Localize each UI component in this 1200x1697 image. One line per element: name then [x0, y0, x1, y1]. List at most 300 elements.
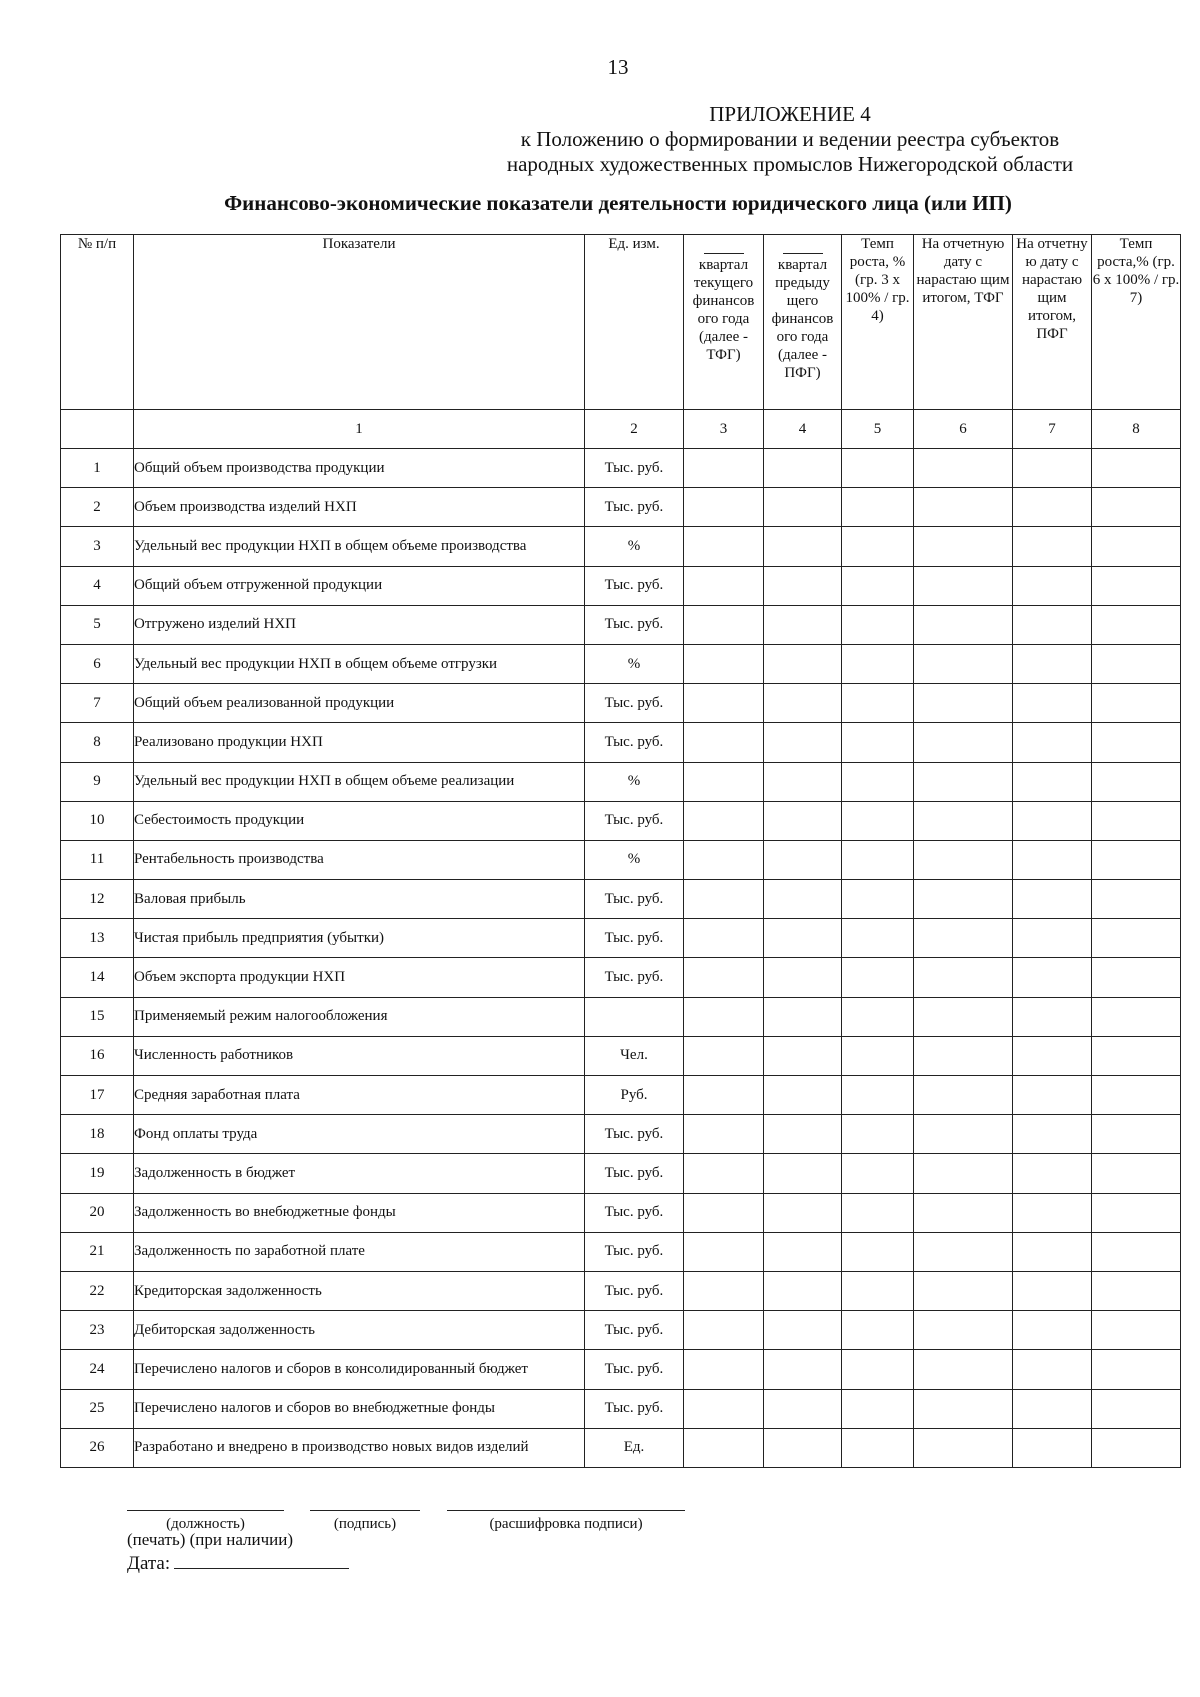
header-col3 [684, 235, 764, 410]
row-unit: Тыс. руб. [585, 1350, 684, 1389]
row-unit: Тыс. руб. [585, 488, 684, 527]
value-cell[interactable] [684, 840, 764, 879]
row-unit: Тыс. руб. [585, 684, 684, 723]
value-cell[interactable] [1092, 527, 1181, 566]
column-number-cell: 8 [1092, 410, 1181, 449]
header-col3-text: квартал текущего финансов ого года (далее - ТФГ) [692, 257, 755, 363]
header-col4-blank [783, 253, 823, 254]
value-cell[interactable] [684, 801, 764, 840]
row-number: 11 [61, 840, 134, 879]
value-cell[interactable] [1013, 919, 1092, 958]
value-cell[interactable] [842, 919, 914, 958]
value-cell[interactable] [1013, 644, 1092, 683]
table-row [61, 880, 1181, 919]
table-row [61, 1232, 1181, 1271]
row-number: 14 [61, 958, 134, 997]
row-indicator-name: Объем производства изделий НХП [134, 488, 585, 527]
row-unit: % [585, 840, 684, 879]
value-cell[interactable] [1092, 1076, 1181, 1115]
table-row [61, 801, 1181, 840]
value-cell[interactable] [1013, 1076, 1092, 1115]
value-cell[interactable] [1013, 527, 1092, 566]
row-indicator-name: Перечислено налогов и сборов во внебюджетные фонды [134, 1389, 585, 1428]
value-cell[interactable] [842, 997, 914, 1036]
value-cell[interactable] [1013, 762, 1092, 801]
value-cell[interactable] [1013, 840, 1092, 879]
value-cell[interactable] [1013, 1154, 1092, 1193]
table-row [61, 1271, 1181, 1310]
row-indicator-name: Отгружено изделий НХП [134, 605, 585, 644]
value-cell[interactable] [764, 1036, 842, 1075]
value-cell[interactable] [914, 762, 1013, 801]
value-cell[interactable] [914, 919, 1013, 958]
value-cell[interactable] [684, 1076, 764, 1115]
value-cell[interactable] [842, 449, 914, 488]
value-cell[interactable] [1092, 449, 1181, 488]
value-cell[interactable] [684, 762, 764, 801]
value-cell[interactable] [842, 801, 914, 840]
value-cell[interactable] [1013, 997, 1092, 1036]
value-cell[interactable] [684, 723, 764, 762]
value-cell[interactable] [1092, 1271, 1181, 1310]
value-cell[interactable] [684, 1115, 764, 1154]
table-row [61, 723, 1181, 762]
value-cell[interactable] [764, 1311, 842, 1350]
value-cell[interactable] [842, 1154, 914, 1193]
value-cell[interactable] [914, 605, 1013, 644]
value-cell[interactable] [684, 566, 764, 605]
value-cell[interactable] [1013, 1350, 1092, 1389]
date-row [127, 1553, 349, 1575]
value-cell[interactable] [764, 605, 842, 644]
table-row [61, 1350, 1181, 1389]
row-unit: Руб. [585, 1076, 684, 1115]
value-cell[interactable] [842, 1350, 914, 1389]
value-cell[interactable] [1013, 566, 1092, 605]
value-cell[interactable] [764, 644, 842, 683]
value-cell[interactable] [764, 566, 842, 605]
value-cell[interactable] [684, 1154, 764, 1193]
row-indicator-name: Объем экспорта продукции НХП [134, 958, 585, 997]
table-row [61, 958, 1181, 997]
value-cell[interactable] [1013, 958, 1092, 997]
value-cell[interactable] [914, 644, 1013, 683]
value-cell[interactable] [764, 1115, 842, 1154]
value-cell[interactable] [842, 1271, 914, 1310]
signature-line [310, 1510, 420, 1511]
value-cell[interactable] [914, 1076, 1013, 1115]
value-cell[interactable] [764, 919, 842, 958]
value-cell[interactable] [914, 958, 1013, 997]
row-number: 1 [61, 449, 134, 488]
value-cell[interactable] [1013, 1271, 1092, 1310]
table-row [61, 449, 1181, 488]
date-line [174, 1554, 349, 1569]
value-cell[interactable] [684, 1389, 764, 1428]
value-cell[interactable] [842, 644, 914, 683]
value-cell[interactable] [1013, 880, 1092, 919]
header-col5: Темп роста, % (гр. 3 х 100% / гр. 4) [842, 235, 914, 410]
value-cell[interactable] [842, 1193, 914, 1232]
value-cell[interactable] [914, 997, 1013, 1036]
value-cell[interactable] [764, 1389, 842, 1428]
column-number-cell: 7 [1013, 410, 1092, 449]
row-unit: % [585, 762, 684, 801]
value-cell[interactable] [764, 1350, 842, 1389]
indicators-table [60, 234, 1181, 1468]
value-cell[interactable] [914, 527, 1013, 566]
value-cell[interactable] [684, 1271, 764, 1310]
table-row [61, 840, 1181, 879]
document-title: Финансово-экономические показатели деятельности юридического лица (или ИП) [224, 191, 1012, 215]
value-cell[interactable] [1092, 801, 1181, 840]
row-unit: Тыс. руб. [585, 1311, 684, 1350]
value-cell[interactable] [1092, 566, 1181, 605]
value-cell[interactable] [914, 723, 1013, 762]
row-number: 2 [61, 488, 134, 527]
header-col8: Темп роста,% (гр. 6 х 100% / гр. 7) [1092, 235, 1181, 410]
row-number: 12 [61, 880, 134, 919]
value-cell[interactable] [684, 997, 764, 1036]
value-cell[interactable] [684, 919, 764, 958]
value-cell[interactable] [1013, 684, 1092, 723]
value-cell[interactable] [1013, 1232, 1092, 1271]
date-label: Дата: [127, 1553, 171, 1574]
value-cell[interactable] [842, 880, 914, 919]
row-unit: Тыс. руб. [585, 449, 684, 488]
value-cell[interactable] [842, 723, 914, 762]
table-row [61, 566, 1181, 605]
value-cell[interactable] [1092, 684, 1181, 723]
appendix-block [440, 102, 1140, 177]
value-cell[interactable] [1092, 723, 1181, 762]
row-number: 15 [61, 997, 134, 1036]
row-indicator-name: Общий объем производства продукции [134, 449, 585, 488]
value-cell[interactable] [684, 644, 764, 683]
column-number-cell: 6 [914, 410, 1013, 449]
header-col7: На отчетну ю дату с нарастаю щим итогом, ПФГ [1013, 235, 1092, 410]
value-cell[interactable] [914, 1036, 1013, 1075]
value-cell[interactable] [684, 488, 764, 527]
position-label: (должность) [166, 1516, 245, 1532]
value-cell[interactable] [842, 1428, 914, 1467]
value-cell[interactable] [914, 1311, 1013, 1350]
value-cell[interactable] [1092, 1428, 1181, 1467]
table-row [61, 1115, 1181, 1154]
value-cell[interactable] [914, 840, 1013, 879]
value-cell[interactable] [1092, 1115, 1181, 1154]
value-cell[interactable] [764, 958, 842, 997]
value-cell[interactable] [914, 1271, 1013, 1310]
value-cell[interactable] [764, 684, 842, 723]
value-cell[interactable] [914, 488, 1013, 527]
row-number: 26 [61, 1428, 134, 1467]
row-unit: Тыс. руб. [585, 1232, 684, 1271]
value-cell[interactable] [1013, 1193, 1092, 1232]
column-number-cell: 5 [842, 410, 914, 449]
row-unit: Тыс. руб. [585, 919, 684, 958]
row-number: 4 [61, 566, 134, 605]
table-body [61, 449, 1181, 1468]
row-indicator-name: Удельный вес продукции НХП в общем объеме реализации [134, 762, 585, 801]
value-cell[interactable] [1092, 958, 1181, 997]
value-cell[interactable] [1092, 1389, 1181, 1428]
value-cell[interactable] [914, 801, 1013, 840]
table-row [61, 1154, 1181, 1193]
row-indicator-name: Реализовано продукции НХП [134, 723, 585, 762]
row-indicator-name: Рентабельность производства [134, 840, 585, 879]
row-number: 7 [61, 684, 134, 723]
header-col4-text: квартал предыду щего финансов ого года (далее - ПФГ) [771, 257, 834, 381]
column-number-cell: 4 [764, 410, 842, 449]
value-cell[interactable] [684, 1311, 764, 1350]
value-cell[interactable] [1092, 919, 1181, 958]
value-cell[interactable] [1092, 840, 1181, 879]
row-number: 13 [61, 919, 134, 958]
value-cell[interactable] [914, 566, 1013, 605]
value-cell[interactable] [1013, 723, 1092, 762]
value-cell[interactable] [764, 488, 842, 527]
signature-label: (подпись) [333, 1516, 397, 1532]
value-cell[interactable] [914, 1193, 1013, 1232]
row-unit: Тыс. руб. [585, 605, 684, 644]
row-unit [585, 997, 684, 1036]
table-row [61, 684, 1181, 723]
row-unit: Ед. [585, 1428, 684, 1467]
value-cell[interactable] [764, 723, 842, 762]
row-indicator-name: Численность работников [134, 1036, 585, 1075]
row-unit: Тыс. руб. [585, 1271, 684, 1310]
value-cell[interactable] [914, 1232, 1013, 1271]
value-cell[interactable] [764, 801, 842, 840]
column-number-cell: 3 [684, 410, 764, 449]
row-number: 18 [61, 1115, 134, 1154]
value-cell[interactable] [914, 1154, 1013, 1193]
row-number: 24 [61, 1350, 134, 1389]
row-indicator-name: Разработано и внедрено в производство новых видов изделий [134, 1428, 585, 1467]
value-cell[interactable] [684, 449, 764, 488]
value-cell[interactable] [764, 1193, 842, 1232]
value-cell[interactable] [684, 1350, 764, 1389]
appendix-line-1: к Положению о формировании и ведении реестра субъектов [520, 127, 1060, 151]
table-row [61, 1311, 1181, 1350]
value-cell[interactable] [914, 1389, 1013, 1428]
value-cell[interactable] [842, 684, 914, 723]
appendix-line-2: народных художественных промыслов Нижегородской области [506, 152, 1074, 176]
table-header-row [61, 235, 1181, 410]
value-cell[interactable] [842, 605, 914, 644]
value-cell[interactable] [1092, 605, 1181, 644]
value-cell[interactable] [914, 449, 1013, 488]
value-cell[interactable] [842, 1076, 914, 1115]
value-cell[interactable] [1013, 1036, 1092, 1075]
value-cell[interactable] [842, 1232, 914, 1271]
row-number: 23 [61, 1311, 134, 1350]
value-cell[interactable] [1013, 801, 1092, 840]
value-cell[interactable] [1092, 1232, 1181, 1271]
value-cell[interactable] [914, 1428, 1013, 1467]
row-indicator-name: Перечислено налогов и сборов в консолидированный бюджет [134, 1350, 585, 1389]
value-cell[interactable] [1092, 1311, 1181, 1350]
row-indicator-name: Удельный вес продукции НХП в общем объеме отгрузки [134, 644, 585, 683]
value-cell[interactable] [842, 1311, 914, 1350]
row-indicator-name: Фонд оплаты труда [134, 1115, 585, 1154]
row-unit: Тыс. руб. [585, 566, 684, 605]
value-cell[interactable] [914, 880, 1013, 919]
value-cell[interactable] [684, 1193, 764, 1232]
table-row [61, 527, 1181, 566]
value-cell[interactable] [684, 958, 764, 997]
table-row [61, 644, 1181, 683]
value-cell[interactable] [764, 449, 842, 488]
row-unit: Тыс. руб. [585, 958, 684, 997]
row-unit: % [585, 527, 684, 566]
table-row [61, 919, 1181, 958]
row-number: 21 [61, 1232, 134, 1271]
row-indicator-name: Средняя заработная плата [134, 1076, 585, 1115]
value-cell[interactable] [684, 1036, 764, 1075]
table-row [61, 1389, 1181, 1428]
value-cell[interactable] [1013, 488, 1092, 527]
row-unit: Чел. [585, 1036, 684, 1075]
row-number: 19 [61, 1154, 134, 1193]
row-unit: Тыс. руб. [585, 1154, 684, 1193]
value-cell[interactable] [1013, 1115, 1092, 1154]
decoding-line [447, 1510, 685, 1511]
value-cell[interactable] [684, 1232, 764, 1271]
value-cell[interactable] [842, 762, 914, 801]
row-number: 10 [61, 801, 134, 840]
row-number: 17 [61, 1076, 134, 1115]
table-row [61, 762, 1181, 801]
value-cell[interactable] [842, 1115, 914, 1154]
value-cell[interactable] [764, 1232, 842, 1271]
position-line [127, 1510, 284, 1511]
stamp-label: (печать) (при наличии) [127, 1530, 294, 1549]
value-cell[interactable] [764, 762, 842, 801]
value-cell[interactable] [1092, 762, 1181, 801]
row-unit: Тыс. руб. [585, 1193, 684, 1232]
value-cell[interactable] [764, 880, 842, 919]
row-indicator-name: Общий объем отгруженной продукции [134, 566, 585, 605]
column-number-cell [61, 410, 134, 449]
value-cell[interactable] [842, 566, 914, 605]
row-indicator-name: Удельный вес продукции НХП в общем объеме производства [134, 527, 585, 566]
value-cell[interactable] [1013, 1311, 1092, 1350]
value-cell[interactable] [684, 527, 764, 566]
value-cell[interactable] [842, 958, 914, 997]
table-row [61, 1428, 1181, 1467]
row-indicator-name: Задолженность в бюджет [134, 1154, 585, 1193]
value-cell[interactable] [842, 527, 914, 566]
row-unit: Тыс. руб. [585, 723, 684, 762]
value-cell[interactable] [1092, 997, 1181, 1036]
value-cell[interactable] [764, 840, 842, 879]
row-indicator-name: Валовая прибыль [134, 880, 585, 919]
table-row [61, 997, 1181, 1036]
value-cell[interactable] [1092, 644, 1181, 683]
table-row [61, 1076, 1181, 1115]
row-number: 8 [61, 723, 134, 762]
value-cell[interactable] [1013, 1428, 1092, 1467]
appendix-title: ПРИЛОЖЕНИЕ 4 [709, 102, 871, 126]
column-number-cell: 1 [134, 410, 585, 449]
header-col6: На отчетную дату с нарастаю щим итогом, ТФГ [914, 235, 1013, 410]
decoding-label: (расшифровка подписи) [489, 1516, 643, 1532]
value-cell[interactable] [764, 1154, 842, 1193]
row-unit: Тыс. руб. [585, 1115, 684, 1154]
header-num: № п/п [61, 235, 134, 410]
value-cell[interactable] [764, 1076, 842, 1115]
row-indicator-name: Задолженность во внебюджетные фонды [134, 1193, 585, 1232]
value-cell[interactable] [914, 684, 1013, 723]
row-indicator-name: Чистая прибыль предприятия (убытки) [134, 919, 585, 958]
row-indicator-name: Себестоимость продукции [134, 801, 585, 840]
row-number: 3 [61, 527, 134, 566]
table-row [61, 1036, 1181, 1075]
value-cell[interactable] [914, 1350, 1013, 1389]
row-number: 22 [61, 1271, 134, 1310]
value-cell[interactable] [1092, 880, 1181, 919]
page-number: 13 [607, 55, 629, 79]
value-cell[interactable] [684, 684, 764, 723]
value-cell[interactable] [842, 840, 914, 879]
value-cell[interactable] [914, 1115, 1013, 1154]
value-cell[interactable] [1013, 1389, 1092, 1428]
row-number: 20 [61, 1193, 134, 1232]
row-number: 6 [61, 644, 134, 683]
value-cell[interactable] [1092, 1154, 1181, 1193]
value-cell[interactable] [1092, 488, 1181, 527]
row-indicator-name: Кредиторская задолженность [134, 1271, 585, 1310]
value-cell[interactable] [842, 1389, 914, 1428]
value-cell[interactable] [764, 527, 842, 566]
row-indicator-name: Общий объем реализованной продукции [134, 684, 585, 723]
row-indicator-name: Дебиторская задолженность [134, 1311, 585, 1350]
value-cell[interactable] [684, 1428, 764, 1467]
column-number-cell: 2 [585, 410, 684, 449]
table-row [61, 1193, 1181, 1232]
value-cell[interactable] [764, 1428, 842, 1467]
value-cell[interactable] [764, 997, 842, 1036]
header-indicator: Показатели [134, 235, 585, 410]
header-unit: Ед. изм. [585, 235, 684, 410]
value-cell[interactable] [684, 880, 764, 919]
row-number: 5 [61, 605, 134, 644]
table-row [61, 605, 1181, 644]
row-unit: Тыс. руб. [585, 880, 684, 919]
value-cell[interactable] [842, 488, 914, 527]
value-cell[interactable] [1092, 1036, 1181, 1075]
value-cell[interactable] [1013, 449, 1092, 488]
value-cell[interactable] [842, 1036, 914, 1075]
row-number: 25 [61, 1389, 134, 1428]
row-unit: Тыс. руб. [585, 801, 684, 840]
column-number-row [61, 410, 1181, 449]
row-number: 9 [61, 762, 134, 801]
value-cell[interactable] [1092, 1350, 1181, 1389]
row-indicator-name: Применяемый режим налогообложения [134, 997, 585, 1036]
value-cell[interactable] [1092, 1193, 1181, 1232]
value-cell[interactable] [1013, 605, 1092, 644]
value-cell[interactable] [764, 1271, 842, 1310]
table-row [61, 488, 1181, 527]
header-col3-blank [704, 253, 744, 254]
row-unit: % [585, 644, 684, 683]
value-cell[interactable] [684, 605, 764, 644]
row-indicator-name: Задолженность по заработной плате [134, 1232, 585, 1271]
row-number: 16 [61, 1036, 134, 1075]
